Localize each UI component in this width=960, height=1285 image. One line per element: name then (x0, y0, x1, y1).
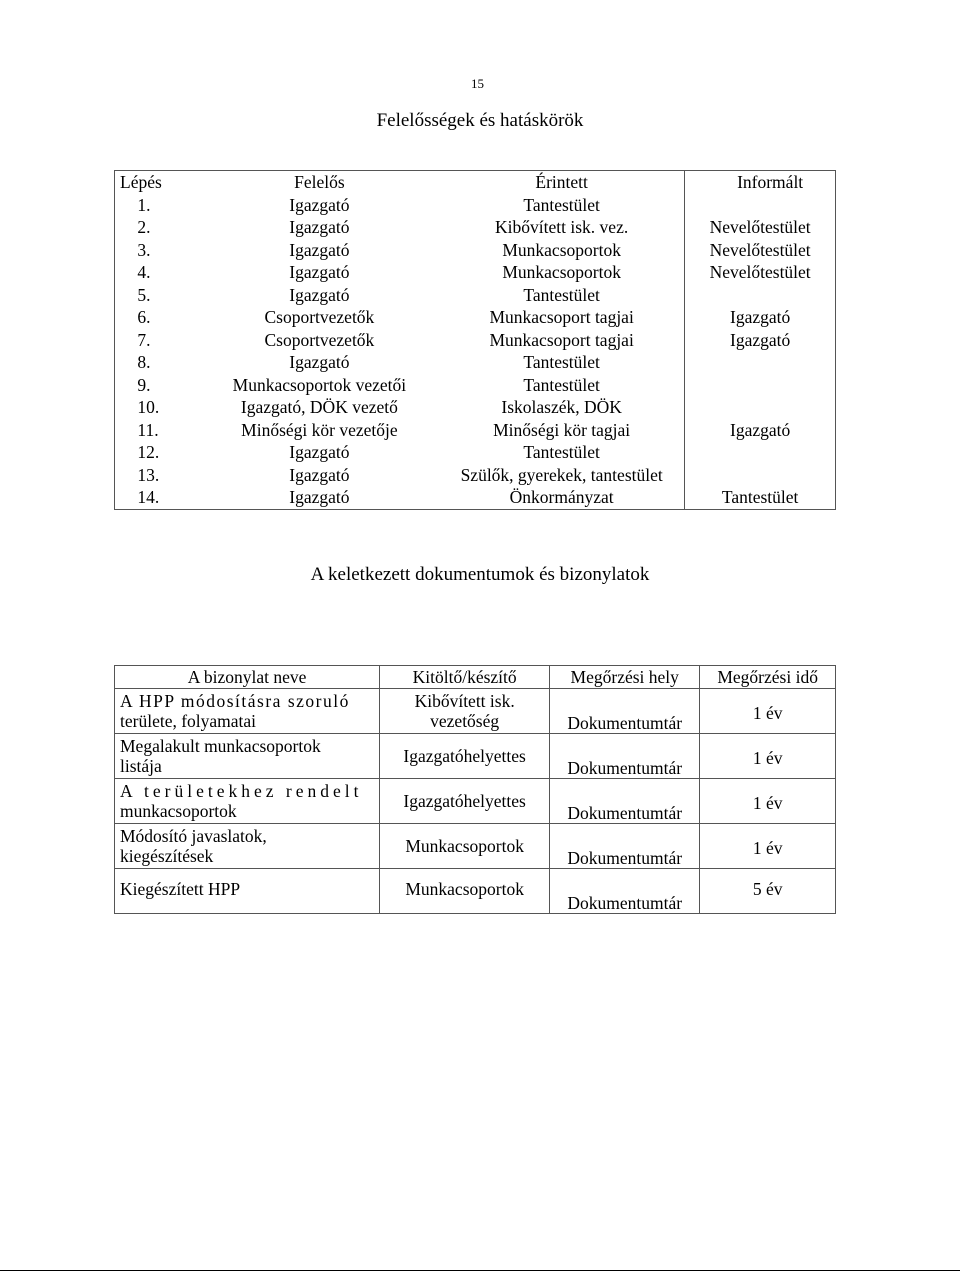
maker-cell (380, 734, 550, 779)
table-row (115, 351, 836, 374)
retention-time-cell: 1 év (700, 734, 836, 779)
step-cell: 5. (137, 284, 151, 305)
informed-cell (685, 396, 836, 419)
table-row (115, 261, 836, 284)
responsible-cell: Csoportvezetők (264, 307, 375, 328)
storage-place-cell: Dokumentumtár (550, 689, 700, 734)
involved-cell: Munkacsoport tagjai (489, 329, 634, 350)
responsible-cell: Igazgató (289, 239, 350, 260)
retention-time-cell: 1 év (700, 689, 836, 734)
table-row (115, 486, 836, 509)
table-row (115, 734, 836, 779)
header-retention-time: Megőrzési idő (700, 666, 836, 689)
responsible-cell: Igazgató (289, 217, 350, 238)
informed-cell: Igazgató (685, 306, 836, 329)
informed-cell: Tantestület (685, 486, 836, 509)
section-title-responsibilities: Felelősségek és hatáskörök (376, 110, 584, 131)
document-name-line: munkacsoportok (120, 801, 237, 821)
table-row (115, 779, 836, 824)
documents-table (114, 665, 836, 914)
header-involved: Érintett (535, 172, 588, 193)
maker-line: Munkacsoportok (405, 879, 524, 899)
header-storage-place: Megőrzési hely (550, 666, 700, 689)
table-row (115, 419, 836, 442)
table-row (115, 374, 836, 397)
maker-cell (380, 779, 550, 824)
maker-line: Munkacsoportok (405, 836, 524, 856)
responsible-cell: Igazgató (289, 262, 350, 283)
step-cell: 7. (137, 329, 151, 350)
retention-time-cell: 1 év (700, 779, 836, 824)
informed-cell: Nevelőtestület (685, 239, 836, 262)
page-number: 15 (471, 76, 484, 91)
table-row (115, 216, 836, 239)
informed-cell: Nevelőtestület (685, 216, 836, 239)
step-cell: 11. (137, 419, 159, 440)
document-name-line: listája (120, 756, 162, 776)
step-cell: 1. (137, 194, 151, 215)
table-row (115, 239, 836, 262)
table-row (115, 824, 836, 869)
retention-time-cell: 5 év (700, 869, 836, 914)
document-name-line: A HPP módosításra szoruló (120, 691, 350, 711)
responsible-cell: Igazgató (289, 442, 350, 463)
step-cell: 8. (137, 352, 151, 373)
maker-cell (380, 689, 550, 734)
responsible-cell: Minőségi kör vezetője (241, 419, 398, 440)
table-row (115, 396, 836, 419)
table-row (115, 284, 836, 307)
table-row (115, 869, 836, 914)
step-cell: 14. (137, 487, 160, 508)
involved-cell: Tantestület (523, 194, 600, 215)
step-cell: 10. (137, 397, 160, 418)
involved-cell: Minőségi kör tagjai (493, 419, 631, 440)
responsible-cell: Igazgató (289, 352, 350, 373)
involved-cell: Tantestület (523, 374, 600, 395)
document-name-line: A területekhez rendelt (120, 781, 363, 801)
header-responsible: Felelős (294, 172, 345, 193)
table-row (115, 194, 836, 217)
document-name-cell (115, 734, 380, 779)
responsible-cell: Igazgató, DÖK vezető (240, 397, 398, 418)
maker-line: Igazgatóhelyettes (403, 746, 526, 766)
document-name-cell (115, 779, 380, 824)
involved-cell: Szülők, gyerekek, tantestület (460, 464, 663, 485)
maker-cell (380, 824, 550, 869)
step-cell: 6. (137, 307, 151, 328)
maker-line: Kibővített isk. (414, 691, 515, 711)
document-name-line: területe, folyamatai (120, 711, 257, 731)
maker-cell (380, 869, 550, 914)
table-row (115, 464, 836, 487)
responsible-cell: Igazgató (289, 194, 350, 215)
informed-cell (685, 351, 836, 374)
document-name-line: Módosító javaslatok, (120, 826, 267, 846)
bottom-rule (0, 1270, 960, 1271)
header-document-name: A bizonylat neve (115, 666, 380, 689)
informed-cell (685, 441, 836, 464)
informed-cell (685, 284, 836, 307)
step-cell: 9. (137, 374, 151, 395)
informed-cell: Igazgató (685, 419, 836, 442)
storage-place-cell: Dokumentumtár (550, 869, 700, 914)
informed-cell (685, 194, 836, 217)
storage-place-cell: Dokumentumtár (550, 734, 700, 779)
step-cell: 2. (137, 217, 151, 238)
step-cell: 13. (137, 464, 160, 485)
document-name-line: kiegészítések (120, 846, 214, 866)
involved-cell: Tantestület (523, 352, 600, 373)
document-name-cell (115, 824, 380, 869)
table-row (115, 689, 836, 734)
maker-line: vezetőség (430, 711, 500, 731)
document-name-line: Kiegészített HPP (120, 879, 241, 899)
header-informed: Informált (685, 171, 836, 194)
informed-cell: Nevelőtestület (685, 261, 836, 284)
involved-cell: Önkormányzat (509, 487, 614, 508)
responsible-cell: Csoportvezetők (264, 329, 375, 350)
informed-cell (685, 464, 836, 487)
table-header-row (115, 171, 836, 194)
storage-place-cell: Dokumentumtár (550, 779, 700, 824)
table-header-row (115, 666, 836, 689)
informed-cell (685, 374, 836, 397)
retention-time-cell: 1 év (700, 824, 836, 869)
involved-cell: Tantestület (523, 284, 600, 305)
responsible-cell: Igazgató (289, 284, 350, 305)
document-name-cell (115, 869, 380, 914)
header-step: Lépés (120, 172, 162, 193)
table-row (115, 329, 836, 352)
step-cell: 4. (137, 262, 151, 283)
responsible-cell: Igazgató (289, 464, 350, 485)
involved-cell: Iskolaszék, DÖK (501, 397, 622, 418)
header-maker: Kitöltő/készítő (380, 666, 550, 689)
responsible-cell: Munkacsoportok vezetői (232, 374, 407, 395)
involved-cell: Munkacsoport tagjai (489, 307, 634, 328)
involved-cell: Munkacsoportok (502, 239, 621, 260)
involved-cell: Munkacsoportok (502, 262, 621, 283)
storage-place-cell: Dokumentumtár (550, 824, 700, 869)
table-row (115, 306, 836, 329)
involved-cell: Kibővített isk. vez. (495, 217, 629, 238)
responsible-cell: Igazgató (289, 487, 350, 508)
step-cell: 3. (137, 239, 151, 260)
maker-line: Igazgatóhelyettes (403, 791, 526, 811)
document-name-line: Megalakult munkacsoportok (120, 736, 321, 756)
informed-cell: Igazgató (685, 329, 836, 352)
document-name-cell (115, 689, 380, 734)
involved-cell: Tantestület (523, 442, 600, 463)
step-cell: 12. (137, 442, 160, 463)
section-title-documents: A keletkezett dokumentumok és bizonylatok (310, 564, 650, 585)
responsibilities-table (114, 170, 836, 510)
table-row (115, 441, 836, 464)
